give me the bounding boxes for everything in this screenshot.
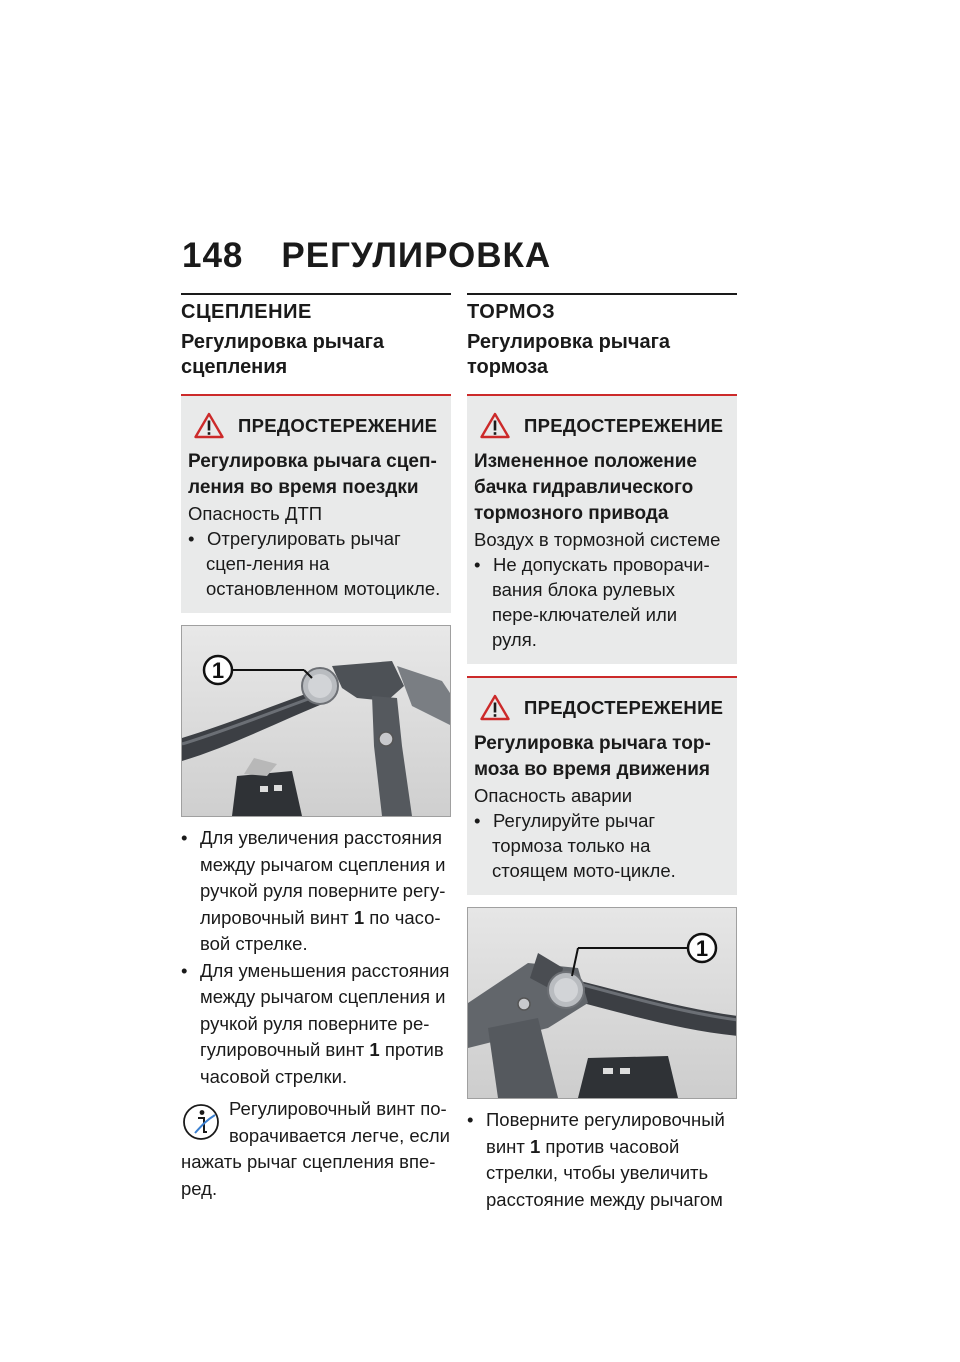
warning-box-brake-reservoir [467,394,737,664]
warning-bullet-text: Отрегулировать рычаг сцеп-ления на остановленном мотоцикле. [206,528,441,599]
list-item: • Для увеличения расстояния между рычагом сцепления и ручкой руля поверните регу-лировочный винт 1 по часо-вой стрелке. [181,827,446,954]
warning-label: ПРЕДОСТЕРЕЖЕНИЕ [524,414,724,436]
warning-box-brake-riding [467,676,737,895]
warning-label: ПРЕДОСТЕРЕЖЕНИЕ [524,696,724,718]
section-title-brake: ТОРМОЗ [467,301,556,323]
figure-callout-1: 1 [211,658,225,683]
warning-title: Регулировка рычага тор-моза во время движения [474,733,711,780]
warning-title: Регулировка рычага сцеп-ления во время поездки [188,451,437,498]
page-header [182,236,551,276]
warning-title: Измененное положение бачка гидравлического тормозного привода [474,451,697,524]
right-column [467,293,737,1213]
warning-box-clutch [181,394,451,613]
list-item: • Для уменьшения расстояния между рычагом сцепления и ручкой руля поверните ре-гулировочный винт 1 против часовой стрелки. [181,959,450,1087]
warning-bullet-text: Регулируйте рычаг тормоза только на стоящем мото-цикле. [492,810,676,881]
warning-header [474,694,727,721]
figure-callout-1: 1 [695,936,709,961]
warning-triangle-icon [480,694,510,721]
warning-header [474,412,727,439]
warning-header [188,412,441,439]
left-column [181,293,451,1202]
section-title-clutch: СЦЕПЛЕНИЕ [181,301,312,323]
info-text: Регулировочный винт по-ворачивается легче, если нажать рычаг сцепления впе-ред. [181,1098,451,1199]
subsection-title-brake-lever: Регулировка рычага тормоза [467,331,671,378]
page-number: 148 [182,236,244,275]
instruction-list [467,1107,737,1213]
info-icon [181,1102,221,1142]
warning-text: Воздух в тормозной системе [474,529,721,550]
section-divider [181,293,451,295]
subsection-title-clutch-lever: Регулировка рычага сцепления [181,331,385,378]
instruction-list [181,825,451,1090]
warning-bullet: • Не допускать проворачи-вания блока рулевых пере-ключателей или руля. [474,554,710,650]
warning-triangle-icon [480,412,510,439]
section-divider [467,293,737,295]
list-item: • Поверните регулировочный винт 1 против часовой стрелки, чтобы увеличить расстояние между рычагом [467,1109,725,1210]
warning-triangle-icon [194,412,224,439]
warning-bullet: • Отрегулировать рычаг сцеп-ления на остановленном мотоцикле. [188,528,441,599]
warning-text: Опасность аварии [474,785,633,806]
chapter-title: РЕГУЛИРОВКА [281,236,552,275]
info-note [181,1096,451,1202]
warning-label: ПРЕДОСТЕРЕЖЕНИЕ [238,414,438,436]
warning-bullet: • Регулируйте рычаг тормоза только на стоящем мото-цикле. [474,810,676,881]
warning-bullet-text: Не допускать проворачи-вания блока рулевых пере-ключателей или руля. [492,554,710,650]
clutch-lever-illustration [182,626,451,816]
brake-lever-figure [467,907,737,1099]
warning-text: Опасность ДТП [188,503,323,524]
brake-lever-illustration [468,908,737,1098]
clutch-lever-figure [181,625,451,817]
